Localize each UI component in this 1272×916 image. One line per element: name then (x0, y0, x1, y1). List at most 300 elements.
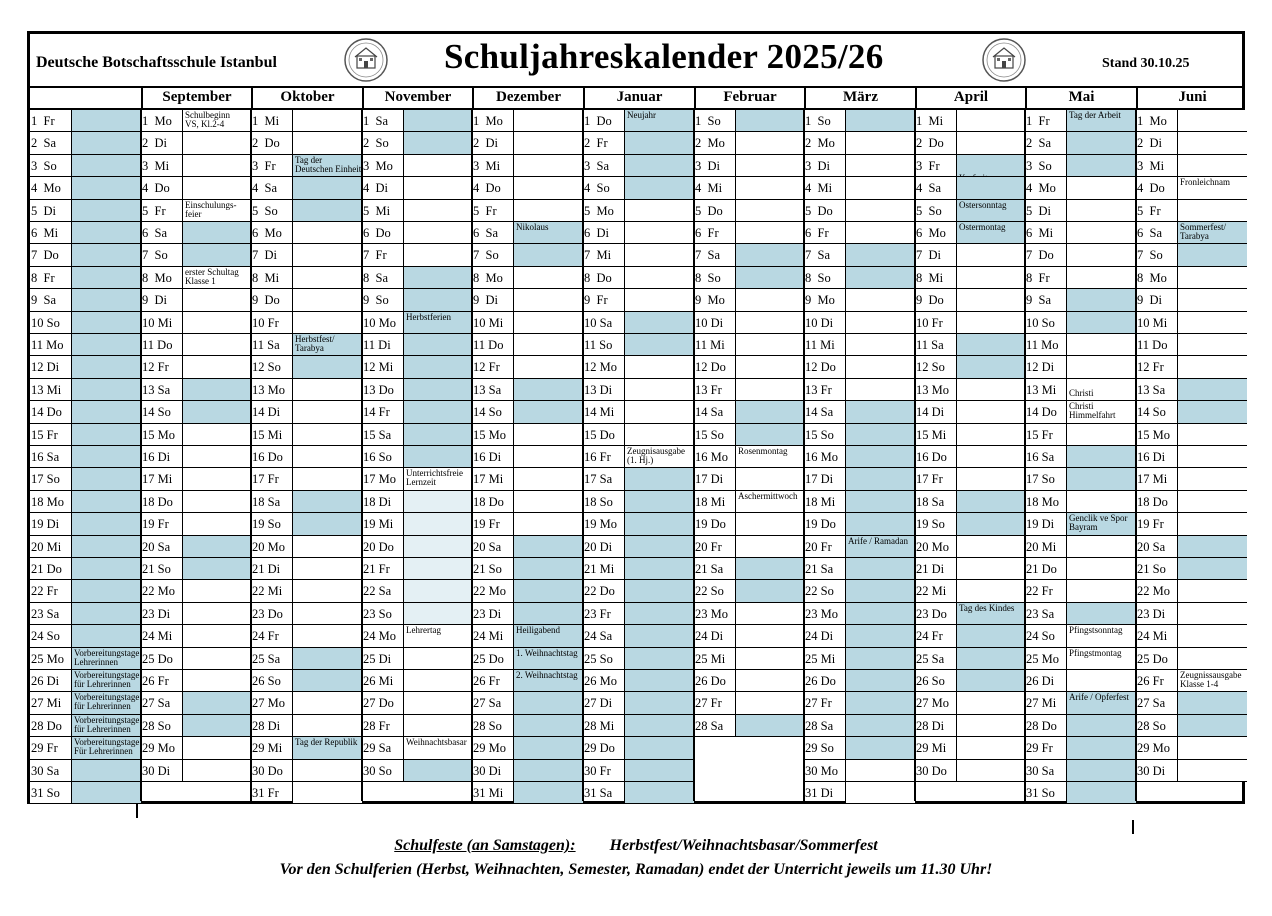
event-label: Christi (1069, 387, 1094, 398)
weekday: Mo (157, 584, 175, 599)
day-cell (472, 401, 583, 423)
event-cell (292, 424, 362, 445)
event-cell (182, 760, 251, 781)
weekday: Mo (485, 114, 503, 128)
event-label: Sommerfest/ Tarabya (1180, 222, 1226, 241)
day-number: 23 (805, 606, 818, 621)
day-label (31, 405, 62, 420)
day-cell (1025, 603, 1136, 625)
weekday: Mi (46, 696, 62, 711)
weekday: Mo (707, 293, 725, 308)
event-cell (71, 468, 141, 489)
day-label (584, 562, 614, 577)
day-label (805, 159, 830, 174)
day-cell (251, 603, 362, 625)
day-number: 14 (916, 405, 929, 420)
event-cell (292, 244, 362, 265)
day-number: 29 (252, 741, 265, 756)
event-cell (1177, 580, 1247, 601)
day-number: 20 (805, 539, 818, 554)
event-label: Vorbereitungstage für Lehrerinnen (74, 692, 140, 712)
weekday: So (1041, 786, 1055, 800)
day-number: 10 (805, 315, 818, 330)
day-cell (30, 513, 141, 535)
day-label (916, 204, 942, 219)
weekday: Mo (488, 427, 506, 442)
event-cell (403, 468, 472, 489)
event-label: Tag der Republik (295, 737, 358, 748)
weekday: So (1152, 405, 1166, 420)
weekday: Mo (931, 539, 949, 554)
day-cell (583, 424, 694, 446)
day-cell (141, 155, 251, 177)
day-cell (251, 110, 362, 132)
day-label (363, 338, 391, 353)
day-label (584, 159, 609, 174)
column-divider (250, 110, 252, 801)
day-cell (362, 737, 472, 759)
day-cell (251, 424, 362, 446)
event-cell (71, 401, 141, 422)
day-cell (362, 379, 472, 401)
day-number: 1 (916, 114, 923, 128)
weekday: Fr (820, 696, 832, 711)
weekday: Mo (599, 517, 617, 532)
event-cell (403, 670, 472, 691)
weekday: Sa (1041, 763, 1055, 778)
day-label (31, 584, 58, 599)
day-cell (1025, 760, 1136, 782)
day-number: 26 (31, 674, 44, 688)
day-number: 23 (142, 606, 155, 621)
day-number: 18 (473, 494, 486, 509)
column-divider (803, 110, 805, 801)
day-label (252, 472, 279, 487)
day-cell (251, 312, 362, 334)
event-cell (845, 737, 915, 758)
weekday: Do (157, 651, 173, 666)
event-cell (624, 468, 694, 489)
day-label (363, 629, 396, 644)
event-label: 2. Weihnachtstag (516, 670, 578, 680)
day-number: 26 (252, 674, 265, 688)
day-number: 4 (695, 181, 702, 196)
day-number: 23 (363, 606, 376, 621)
day-cell (141, 312, 251, 334)
event-cell (513, 491, 583, 512)
event-cell (182, 737, 251, 758)
day-cell (30, 625, 141, 647)
day-number: 27 (31, 696, 44, 711)
weekday: So (820, 427, 834, 442)
day-label (1026, 629, 1055, 644)
day-cell (1025, 715, 1136, 737)
event-cell (735, 222, 804, 243)
weekday: Do (931, 450, 947, 464)
day-cell (804, 267, 915, 289)
day-number: 29 (142, 741, 155, 756)
day-cell (1136, 132, 1247, 154)
event-label: Pfingstsonntag (1069, 625, 1123, 636)
event-cell (292, 468, 362, 489)
day-cell (915, 132, 1025, 154)
day-cell (472, 558, 583, 580)
day-number: 17 (916, 472, 929, 487)
day-number: 31 (1026, 786, 1039, 800)
day-number: 11 (916, 338, 929, 352)
event-cell (1177, 132, 1247, 153)
event-cell (71, 625, 141, 646)
event-cell (513, 468, 583, 489)
day-label (695, 226, 719, 241)
day-label (916, 607, 947, 622)
day-number: 13 (363, 382, 376, 397)
day-cell (694, 670, 804, 692)
event-cell (71, 132, 141, 153)
day-label (363, 428, 391, 443)
day-number: 18 (252, 494, 265, 509)
day-cell (30, 267, 141, 289)
weekday: Di (707, 158, 720, 173)
day-cell (362, 513, 472, 535)
event-cell (845, 312, 915, 333)
event-cell (513, 446, 583, 467)
event-cell (845, 760, 915, 781)
event-cell (182, 648, 251, 669)
weekday: Di (1152, 763, 1166, 778)
event-cell (71, 424, 141, 445)
day-label (252, 719, 280, 734)
weekday: Fr (596, 293, 608, 308)
day-cell (30, 536, 141, 558)
event-cell (403, 110, 472, 131)
day-cell (804, 558, 915, 580)
day-number: 7 (1137, 248, 1144, 263)
day-number: 20 (695, 539, 708, 554)
day-label (584, 204, 614, 219)
day-number: 28 (916, 718, 929, 733)
event-cell (735, 491, 804, 512)
event-cell (182, 580, 251, 601)
day-label (1137, 181, 1165, 196)
event-label: Ostersonntag (959, 199, 1007, 210)
day-cell (362, 580, 472, 602)
day-cell (30, 468, 141, 490)
day-label (584, 293, 608, 308)
day-cell (472, 267, 583, 289)
day-label (473, 226, 498, 241)
tick-mark (1132, 820, 1134, 834)
day-label (695, 181, 722, 196)
event-cell (403, 200, 472, 221)
school-name: Deutsche Botschaftsschule Istanbul (36, 54, 277, 71)
weekday: Mi (43, 226, 59, 240)
weekday: Di (820, 786, 834, 800)
day-label (1026, 271, 1050, 286)
day-number: 26 (363, 674, 376, 688)
event-cell (624, 446, 694, 467)
day-label (1026, 495, 1059, 510)
day-cell (1136, 200, 1247, 222)
weekday: Di (928, 248, 941, 263)
weekday: Mo (43, 181, 61, 196)
day-cell (694, 603, 804, 625)
day-cell (1025, 267, 1136, 289)
weekday: So (157, 562, 171, 576)
weekday: So (485, 248, 499, 263)
event-label: Neujahr (627, 110, 656, 120)
weekday: Di (378, 338, 391, 352)
event-cell (845, 289, 915, 310)
day-cell (1025, 692, 1136, 714)
event-label: Vorbereitungstage Lehrerinnen (74, 647, 140, 667)
day-label (142, 741, 175, 756)
day-label (1026, 405, 1057, 420)
day-label (31, 136, 56, 151)
day-label (473, 674, 500, 689)
day-label (31, 674, 59, 689)
weekday: So (264, 203, 278, 218)
weekday: Sa (378, 427, 392, 442)
day-cell (362, 692, 472, 714)
day-cell (694, 155, 804, 177)
day-cell (583, 132, 694, 154)
weekday: Di (710, 315, 724, 330)
day-label (31, 159, 57, 174)
day-cell (1025, 424, 1136, 446)
day-number: 12 (584, 360, 597, 375)
day-label (805, 764, 838, 779)
day-cell (1136, 536, 1247, 558)
day-cell (141, 715, 251, 737)
event-cell (71, 267, 141, 288)
weekday: Do (264, 136, 280, 151)
day-number: 8 (916, 270, 923, 285)
day-number: 5 (805, 203, 812, 218)
day-label (363, 562, 390, 577)
day-cell (1025, 110, 1136, 132)
day-label (805, 517, 836, 532)
event-cell (182, 312, 251, 333)
event-cell (292, 110, 362, 131)
weekday: Do (43, 248, 59, 263)
event-cell (735, 692, 804, 713)
weekday: Sa (928, 181, 941, 196)
weekday: Mi (488, 315, 504, 330)
day-cell (915, 760, 1025, 782)
weekday: So (599, 651, 613, 666)
day-label (473, 517, 500, 532)
event-cell (292, 715, 362, 736)
day-label (1026, 428, 1053, 443)
event-cell (845, 424, 915, 445)
day-number: 17 (363, 472, 376, 487)
day-label (1137, 360, 1164, 375)
day-label (916, 338, 944, 353)
day-label (695, 383, 722, 398)
day-cell (1136, 424, 1247, 446)
day-cell (694, 491, 804, 513)
weekday: So (378, 763, 392, 778)
event-cell (845, 155, 915, 176)
weekday: So (1041, 315, 1055, 330)
day-cell (251, 760, 362, 782)
day-number: 8 (252, 270, 259, 285)
day-label (916, 764, 947, 779)
event-cell (1177, 625, 1247, 646)
weekday: Mi (1149, 158, 1165, 173)
column-divider (361, 110, 363, 801)
weekday: Sa (264, 181, 277, 196)
day-number: 10 (695, 315, 708, 330)
weekday: Do (488, 338, 504, 352)
event-cell (513, 513, 583, 534)
day-label (142, 450, 170, 465)
day-number: 27 (363, 696, 376, 711)
weekday: Sa (157, 696, 171, 711)
weekday: Di (599, 696, 613, 711)
weekday: Di (1152, 606, 1166, 621)
weekday: Fr (710, 382, 722, 397)
day-cell (1136, 468, 1247, 490)
event-cell (1066, 782, 1136, 803)
weekday: Do (710, 517, 726, 532)
weekday: So (375, 293, 389, 308)
day-cell (362, 289, 472, 311)
day-cell (251, 715, 362, 737)
day-cell (915, 222, 1025, 244)
day-cell (362, 222, 472, 244)
day-label (142, 584, 175, 599)
day-number: 13 (1137, 382, 1150, 397)
day-label (31, 495, 64, 510)
day-number: 13 (695, 382, 708, 397)
day-number: 4 (473, 181, 480, 196)
event-cell (956, 379, 1025, 400)
day-number: 7 (252, 248, 259, 263)
event-cell (1066, 132, 1136, 153)
day-label (1026, 584, 1053, 599)
day-number: 30 (584, 763, 597, 778)
weekday: Do (817, 203, 833, 218)
day-cell (251, 334, 362, 356)
day-label (363, 114, 388, 129)
event-cell (845, 558, 915, 579)
day-cell (30, 177, 141, 199)
day-label (584, 495, 613, 510)
event-cell (624, 491, 694, 512)
weekday: Do (378, 382, 394, 397)
weekday: Fr (1152, 360, 1164, 375)
event-cell (182, 513, 251, 534)
weekday: Sa (378, 741, 392, 756)
day-cell (30, 222, 141, 244)
event-cell (292, 222, 362, 243)
day-label (805, 607, 838, 622)
day-number: 4 (1137, 181, 1144, 196)
weekday: Sa (599, 315, 613, 330)
weekday: So (931, 517, 945, 532)
event-cell (513, 580, 583, 601)
weekday: Di (931, 405, 945, 420)
day-label (805, 316, 833, 331)
day-number: 20 (473, 539, 486, 554)
event-cell (956, 715, 1025, 736)
day-label (695, 472, 723, 487)
weekday: So (707, 114, 721, 128)
weekday: Fr (267, 786, 279, 800)
event-cell (845, 379, 915, 400)
day-label (805, 584, 834, 599)
day-label (31, 562, 62, 577)
weekday: So (710, 584, 724, 599)
event-cell (845, 625, 915, 646)
day-number: 8 (1137, 270, 1144, 285)
day-cell (915, 424, 1025, 446)
day-label (252, 338, 280, 353)
weekday: Do (154, 181, 170, 196)
weekday: So (817, 114, 831, 128)
day-label (916, 114, 943, 129)
day-label (252, 383, 285, 398)
day-label (473, 719, 502, 734)
day-cell (141, 356, 251, 378)
event-cell (513, 222, 583, 243)
event-cell (735, 267, 804, 288)
day-cell (583, 244, 694, 266)
weekday: Do (599, 427, 615, 442)
day-cell (804, 760, 915, 782)
weekday: Di (599, 382, 613, 397)
event-cell (624, 289, 694, 310)
weekday: So (1041, 629, 1055, 644)
event-label: Zeugnissausgabe Klasse 1-4 (1180, 670, 1242, 689)
event-cell (1177, 110, 1247, 131)
day-number: 6 (252, 226, 259, 240)
day-label (1026, 136, 1051, 151)
day-cell (804, 692, 915, 714)
day-cell (915, 312, 1025, 334)
event-cell (403, 312, 472, 333)
weekday: Mi (157, 629, 173, 644)
day-label (916, 495, 944, 510)
weekday: Mo (488, 741, 506, 756)
event-cell (513, 737, 583, 758)
weekday: Sa (1041, 606, 1055, 621)
day-cell (583, 670, 694, 692)
event-cell (956, 625, 1025, 646)
day-label (1026, 562, 1057, 577)
day-label (142, 114, 172, 129)
event-cell (292, 155, 362, 176)
weekday: Sa (157, 539, 171, 554)
weekday: So (1152, 718, 1166, 733)
weekday: Sa (931, 651, 945, 666)
weekday: So (1038, 158, 1052, 173)
day-number: 24 (1137, 629, 1150, 644)
calendar-header (30, 34, 1242, 88)
day-label (142, 764, 170, 779)
day-number: 11 (695, 338, 708, 352)
event-cell (956, 244, 1025, 265)
weekday: So (46, 472, 60, 487)
day-label (473, 338, 503, 353)
day-number: 12 (1137, 360, 1150, 375)
day-number: 1 (142, 114, 149, 128)
weekday: Fr (820, 539, 832, 554)
event-cell (182, 177, 251, 198)
column-divider (1135, 110, 1137, 801)
